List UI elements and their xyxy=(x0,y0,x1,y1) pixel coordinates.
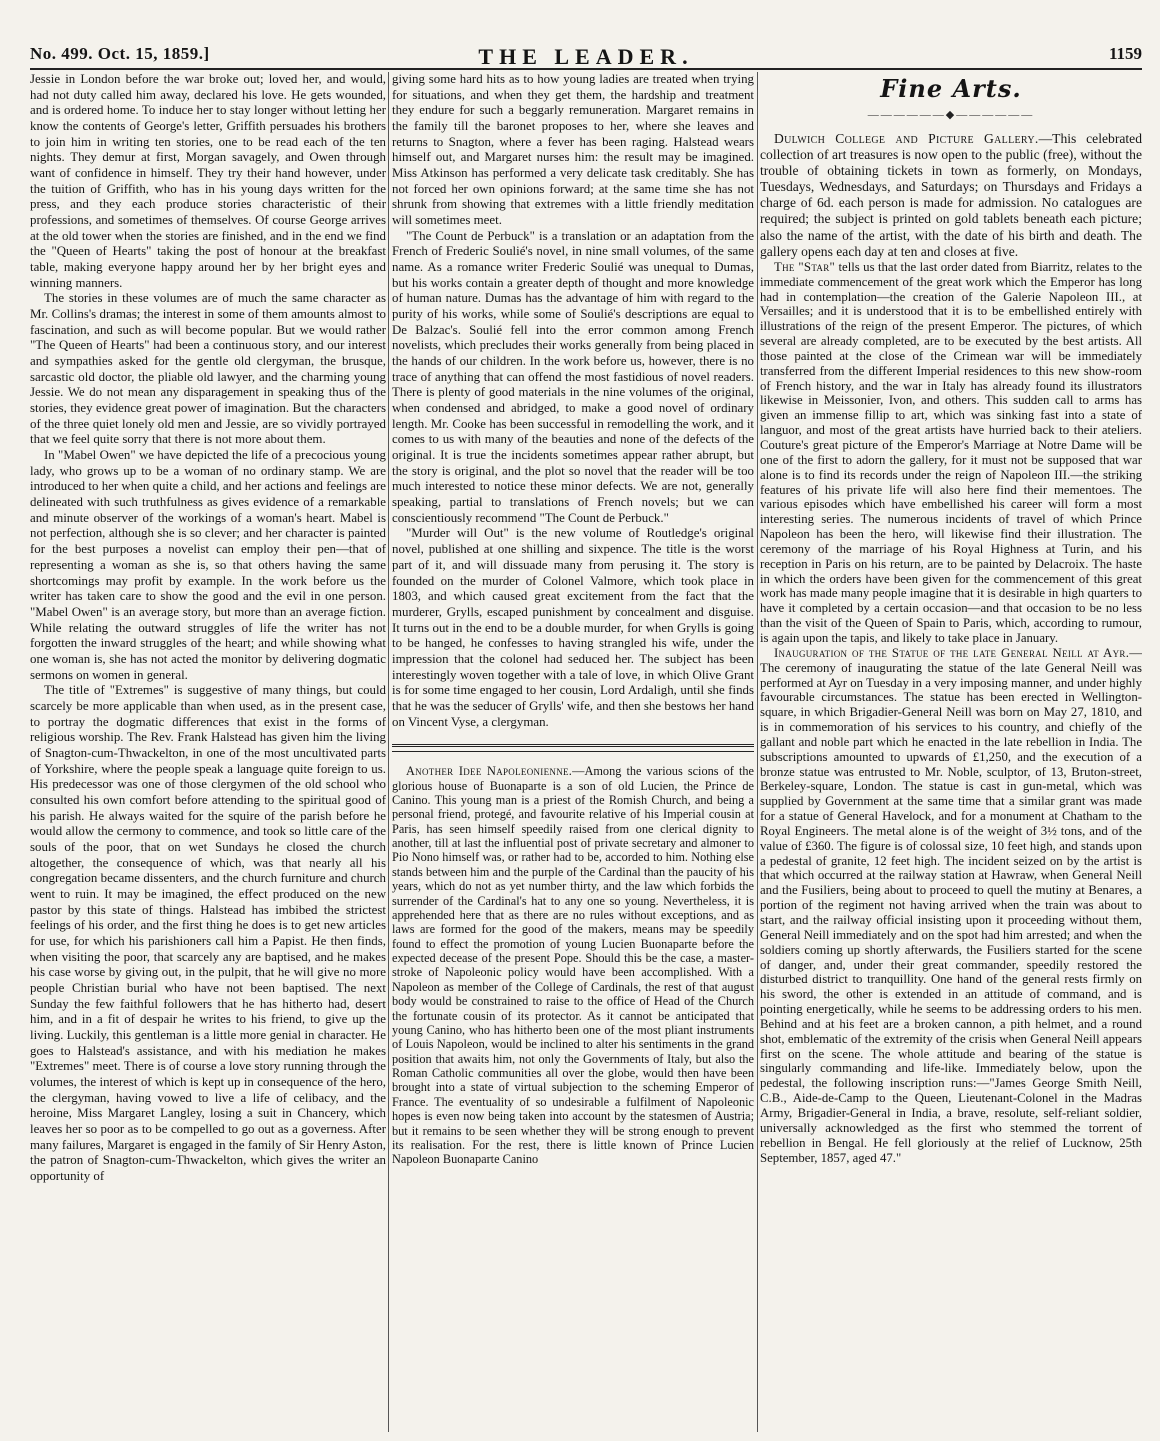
ornament-divider-icon: ——————◆—————— xyxy=(867,109,1035,122)
column-divider xyxy=(757,72,758,1432)
page-number: 1159 xyxy=(1108,44,1142,63)
article-body: tells us that the last order dated from Biarritz, relates to the immediate commencement of the great work which the Emperor has long had in contemplation—the creation of the Galerie Napoleon III., at Versailles; and it is understood that it is to be embellished entirely with illustrations of the reign of the present Emperor. The pictures, of which several are already completed, are to be executed by the best artists. All those painted at the close of the Crimean war will be immediately transferred from the different Imperial residences to this new show-room of French history, and the war in Italy has already found its illustrators likewise in Meissonier, Ivon, and others. This sudden call to arms has given an immense fillip to art, which was sinking fast into a state of languor, and most of the great artists have hurried back to their ateliers. Couture's great picture of the Emperor's Marriage at Notre Dame will be one of the first to adorn the gallery, for it must not be supposed that war alone is to find its records under the reign of Napoleon III.—the striking features of his private life will also here find their mementoes. The various episodes which have embellished his career will form a most interesting series. The numerous incidents of travel of which Prince Napoleon has been the hero, will likewise find their illustration. The ceremony of the marriage of his Royal Highness at Turin, and his reception in Paris on his return, are to be painted by Delacroix. The haste in which the orders have been given for the commencement of this great work has made many people imagine that it is desirable in high quarters to have it completed by a certain occasion—and that occasion to be no less than the visit of the Queen of Spain to Paris, which, according to rumour, is again upon the tapis, and likely to take place in January. xyxy=(760,259,1142,645)
article-heading: Dulwich College and Picture Gallery. xyxy=(774,130,1039,146)
paragraph: "Murder will Out" is the new volume of Routledge's original novel, published at one shilling and sixpence. The title is the worst part of it, and will dissuade many from perusing it. The story is founded on the murder of Colonel Valmore, which took place in 1803, and which caused great excitement from the fact that the murderer, Grylls, escaped punishment by concealment and disguise. It turns out in the end to be a double murder, for when Grylls is going to be hanged, he confesses to having strangled his wife, under the impression that the colonel had seduced her. The subject has been interestingly woven together with a tale of love, in which Olive Grant is for some time engaged to her cousin, Lord Ardaligh, until she finds that he was the seducer of Grylls' wife, and then she bestows her hand on Vincent Vyse, a clergyman. xyxy=(392,526,754,729)
section-title-fine-arts: Fine Arts. xyxy=(880,74,1022,103)
newspaper-title: THE LEADER. xyxy=(478,44,694,69)
column-2 xyxy=(392,72,754,1432)
article-body: —This celebrated collection of art treasures is now open to the public (free), without the trouble of obtaining tickets in town as formerly, on Mondays, Tuesdays, Wednesdays, and Saturdays; on Thursdays and Fridays a charge of 6d. each person is made for admission. No catalogues are required; the subject is printed on gold tablets beneath each picture; also the name of the artist, with the date of his birth and death. The gallery opens each day at ten and closes at five. xyxy=(760,130,1142,259)
column-3 xyxy=(760,72,1142,1432)
article-body: —Among the various scions of the glorious house of Buonaparte is a son of old Lucien, the Prince de Canino. This young man is a priest of the Romish Church, and being a personal friend, protegé, and favourite relative of his Imperial cousin at Paris, has seen himself speedily raised from one clerical dignity to another, till at last the influential post of private secretary and almoner to Pio Nono himself was, or rather had to be, accorded to him. Nothing else stands between him and the purple of the Cardinal than the paucity of his years, which do not as yet number thirty, and the law which forbids the surrender of the Cardinal's hat to any one so young. Nevertheless, it is apprehended here that as there are no rules without exceptions, and as laws are formed for the good of the makers, means may be speedily found to effect the promotion of young Lucien Buonaparte before the expected decease of the present Pope. Should this be the case, a master-stroke of Napoleonic policy would have been accomplished. With a Napoleon as member of the College of Cardinals, the rest of that august body would be constrained to raise to the office of Head of the Church the fortunate cousin of its protector. As it cannot be anticipated that young Canino, who has hitherto been one of the most pliant instruments of Louis Napoleon, would be inclined to alter his sentiments in the grand position that awaits him, not only the Governments of Italy, but also the Roman Catholic communities all over the globe, would then have been brought into a state of virtual subjection to the scheming Emperor of France. The eventuality of so undesirable a fulfilment of Napoleonic hopes is even now being taken into account by the statesmen of Austria; but it remains to be seen whether they will be strong enough to prevent its realisation. For the rest, there is little known of Prince Lucien Napoleon Buonaparte Canino xyxy=(392,764,754,1167)
paragraph: Jessie in London before the war broke out; loved her, and would, had not duty called him away, declared his love. He gets wounded, and is ordered home. To induce her to stay longer without letting her know the contents of George's letter, Griffith persuades his brothers to join him in writing ten stories, one to be read each of the ten nights. They demur at first, Morgan savagely, and Owen through want of confidence in himself. They try their hand however, under the tuition of Griffith, who has in his young days written for the press, and they each produce stories characteristic of their professions, and sometimes of themselves. Of course George arrives at the old tower when the stories are finished, and in the end we find the "Queen of Hearts" taking the post of honour at the breakfast table, making everyone happy around her by her bright eyes and winning manners. xyxy=(30,72,386,290)
article-heading: Inauguration of the Statue of the late General Neill at Ayr. xyxy=(774,645,1130,660)
paragraph: The title of "Extremes" is suggestive of many things, but could scarcely be more applicable than when used, as in the present case, to portray the dogmatic differences that exist in the forms of religious worship. The Rev. Frank Halstead has given him the living of Snagton-cum-Thwackelton, in one of the most uncultivated parts of Yorkshire, where the people speak a language quite foreign to us. His predecessor was one of those clergymen of the old school who consulted his own comfort before attending to the spiritual good of his parish. He always waited for the squire of the parish before he would allow the cermony to commence, and took so little care of the souls of the poor, that on wet Sundays he closed the church altogether, the consequence of which, was that nearly all his congregation became dissenters, and the church furniture and church went to ruin. It may be imagined, the effect produced on the new pastor by this state of things. Halstead has imbibed the strictest feelings of his order, and the first thing he does is to get new articles for use, for which his parishioners call him a Papist. He then finds, when visiting the poor, that scarcely any are baptised, and he makes his case worse by giving out, in the pulpit, that he will give no more people Christian burial who have not been baptised. The next Sunday the few faithful followers that he has hitherto had, desert him, and in a fit of despair he writes to his friend, to give up the living. Luckily, this gentleman is a little more genial in character. He goes to Halstead's assistance, and with his mediation he makes "Extremes" meet. There is of course a love story running through the volumes, the interest of which is kept up in consequence of the hero, the clergyman, having vowed to live a life of celibacy, and the heroine, Miss Margaret Langley, losing a suit in Chancery, which leaves her so poor as to be compelled to go out as a governess. After many failures, Margaret is engaged in the family of Sir Henry Aston, the patron of Snagton-cum-Thwackelton, which gives the writer an opportunity of xyxy=(30,683,386,1184)
article-heading: Another Idee Napoleonienne. xyxy=(406,764,573,779)
column-1 xyxy=(30,72,386,1432)
header-rule xyxy=(30,68,1142,70)
paragraph: In "Mabel Owen" we have depicted the life of a precocious young lady, who grows up to be a woman of no ordinary stamp. We are introduced to her when quite a child, and her actions and feelings are delineated with such truthfulness as gives evidence of a remarkable and minute observer of the workings of a woman's heart. Mabel is not perfection, although she is so clever; and her character is painted for the best purposes a novelist can employ their pen—that of representing a woman as she is, so that others having the same shortcomings may profit by example. In the work before us the writer has taken care to show the good and the evil in one person. "Mabel Owen" is an average story, but more than an average fiction. While relating the outward struggles of life the writer has not forgotten the inward struggles of the heart; and while showing what one woman is, she has not acted the monitor by delivering dogmatic sermons on women in general. xyxy=(30,448,386,682)
issue-date: No. 499. Oct. 15, 1859.] xyxy=(30,44,210,63)
masthead xyxy=(30,44,1142,69)
article-neill-statue xyxy=(760,646,1142,1166)
article-napoleonienne xyxy=(392,764,754,1167)
column-divider xyxy=(388,72,389,1432)
paragraph: "The Count de Perbuck" is a translation or an adaptation from the French of Frederic Soulié's novel, in nine small volumes, of the same name. As a romance writer Frederic Soulié was unequal to Dumas, but his works contain a greater depth of thought and more knowledge of human nature. Dumas has the advantage of him with regard to the purity of his works, while some of Soulié's descriptions are equal to De Balzac's. Soulié fell into the error common among French novelists, which precludes their works generally from being placed in the hands of our children. In the work before us, however, there is no trace of anything that can offend the most fastidious of novel readers. There is plenty of good materials in the nine volumes of the original, when condensed and abridged, to make a good novel of ordinary length. Mr. Cooke has been successful in remodelling the work, and it comes to us with many of the beauties and none of the defects of the original. It is true the incidents sometimes appear rather abrupt, but the story is original, and the plot so novel that the reader will be too much interested to notice these minor defects. We are not, generally speaking, partial to translations of French novels; but we can conscientiously recommend "The Count de Perbuck." xyxy=(392,228,754,525)
article-star xyxy=(760,260,1142,646)
article-body: —The ceremony of inaugurating the statue of the late General Neill was performed at Ayr on Tuesday in a very imposing manner, and under highly favourable circumstances. The statue has been erected in Wellington-square, in which Brigadier-General Neill was born on May 27, 1810, and is in commemoration of his services to his country, and chiefly of the gallant and noble part which he enacted in the late rebellion in India. The subscriptions amounted to upwards of £1,250, and the execution of a bronze statue was entrusted to Mr. Noble, sculptor, of 13, Bruton-street, Berkeley-square, London. The statue is cast in gun-metal, which was supplied by Government at the same time that a similar grant was made for a statue of General Havelock, and for a monument at Chatham to the Royal Engineers. The metal alone is of the weight of 3½ tons, and of the value of £360. The figure is of colossal size, 10 feet high, and stands upon a pedestal of granite, 12 feet high. The incident seized on by the artist is that which occurred at the railway station at Hawraw, when General Neill and the Fusiliers, being about to proceed to quell the mutiny at Benares, a portion of the regiment not having arrived when the train was about to start, and the railway official insisting upon it proceeding without them, General Neill immediately and on the spot had him arrested; and when the soldiers coming up shortly afterwards, the Fusiliers started for the scene of danger, and, under their great commander, speedily restored the disturbed district to tranquillity. One hand of the general rests firmly on his sword, the other is extended in an attitude of command, and is pointing energetically, while he seems to be addressing orders to his men. Behind and at his feet are a broken cannon, a pith helmet, and a round shot, emblematic of the extremity of the crisis when General Neill appears first on the scene. The whole attitude and bearing of the statue is singularly commanding and life-like. Immediately below, upon the pedestal, the following inscription runs:—"James George Smith Neill, C.B., Aide-de-Camp to the Queen, Lieutenant-Colonel in the Madras Army, Brigadier-General in India, a brave, resolute, self-reliant soldier, universally acknowledged as the first who stemmed the torrent of rebellion in Bengal. He fell gloriously at the relief of Lucknow, 25th September, 1857, aged 47." xyxy=(760,645,1142,1165)
section-divider xyxy=(392,744,754,752)
article-heading: The "Star" xyxy=(774,259,836,274)
article-dulwich xyxy=(760,131,1142,260)
paragraph: The stories in these volumes are of much the same character as Mr. Collins's dramas; the interest in some of them amounts almost to fascination, and such as will become popular. But we would rather "The Queen of Hearts" had been a continuous story, and our interest and sympathies asked for the gentle old clergyman, the brusque, sarcastic old doctor, the pliable old lawyer, and the charming young Jessie. We do not mean any disparagement in speaking thus of the stories, they evidence great power of imagination. But the characters of the three quiet lonely old men and Jessie, are so vividly portrayed that we feel quite sorry that there is not more about them. xyxy=(30,291,386,447)
paragraph: giving some hard hits as to how young ladies are treated when trying for situations, and when they get them, the hardship and treatment they endure for such a beggarly remuneration. Margaret remains in the family till the baronet proposes to her, where she leaves and returns to Snagton, where a fever has been raging. Halstead wears himself out, and Margaret nurses him: the result may be imagined. Miss Atkinson has performed a very delicate task creditably. She has not forced her own opinions forward; at the same time she has not shrunk from showing that extremes with a little friendly meditation will sometimes meet. xyxy=(392,72,754,228)
